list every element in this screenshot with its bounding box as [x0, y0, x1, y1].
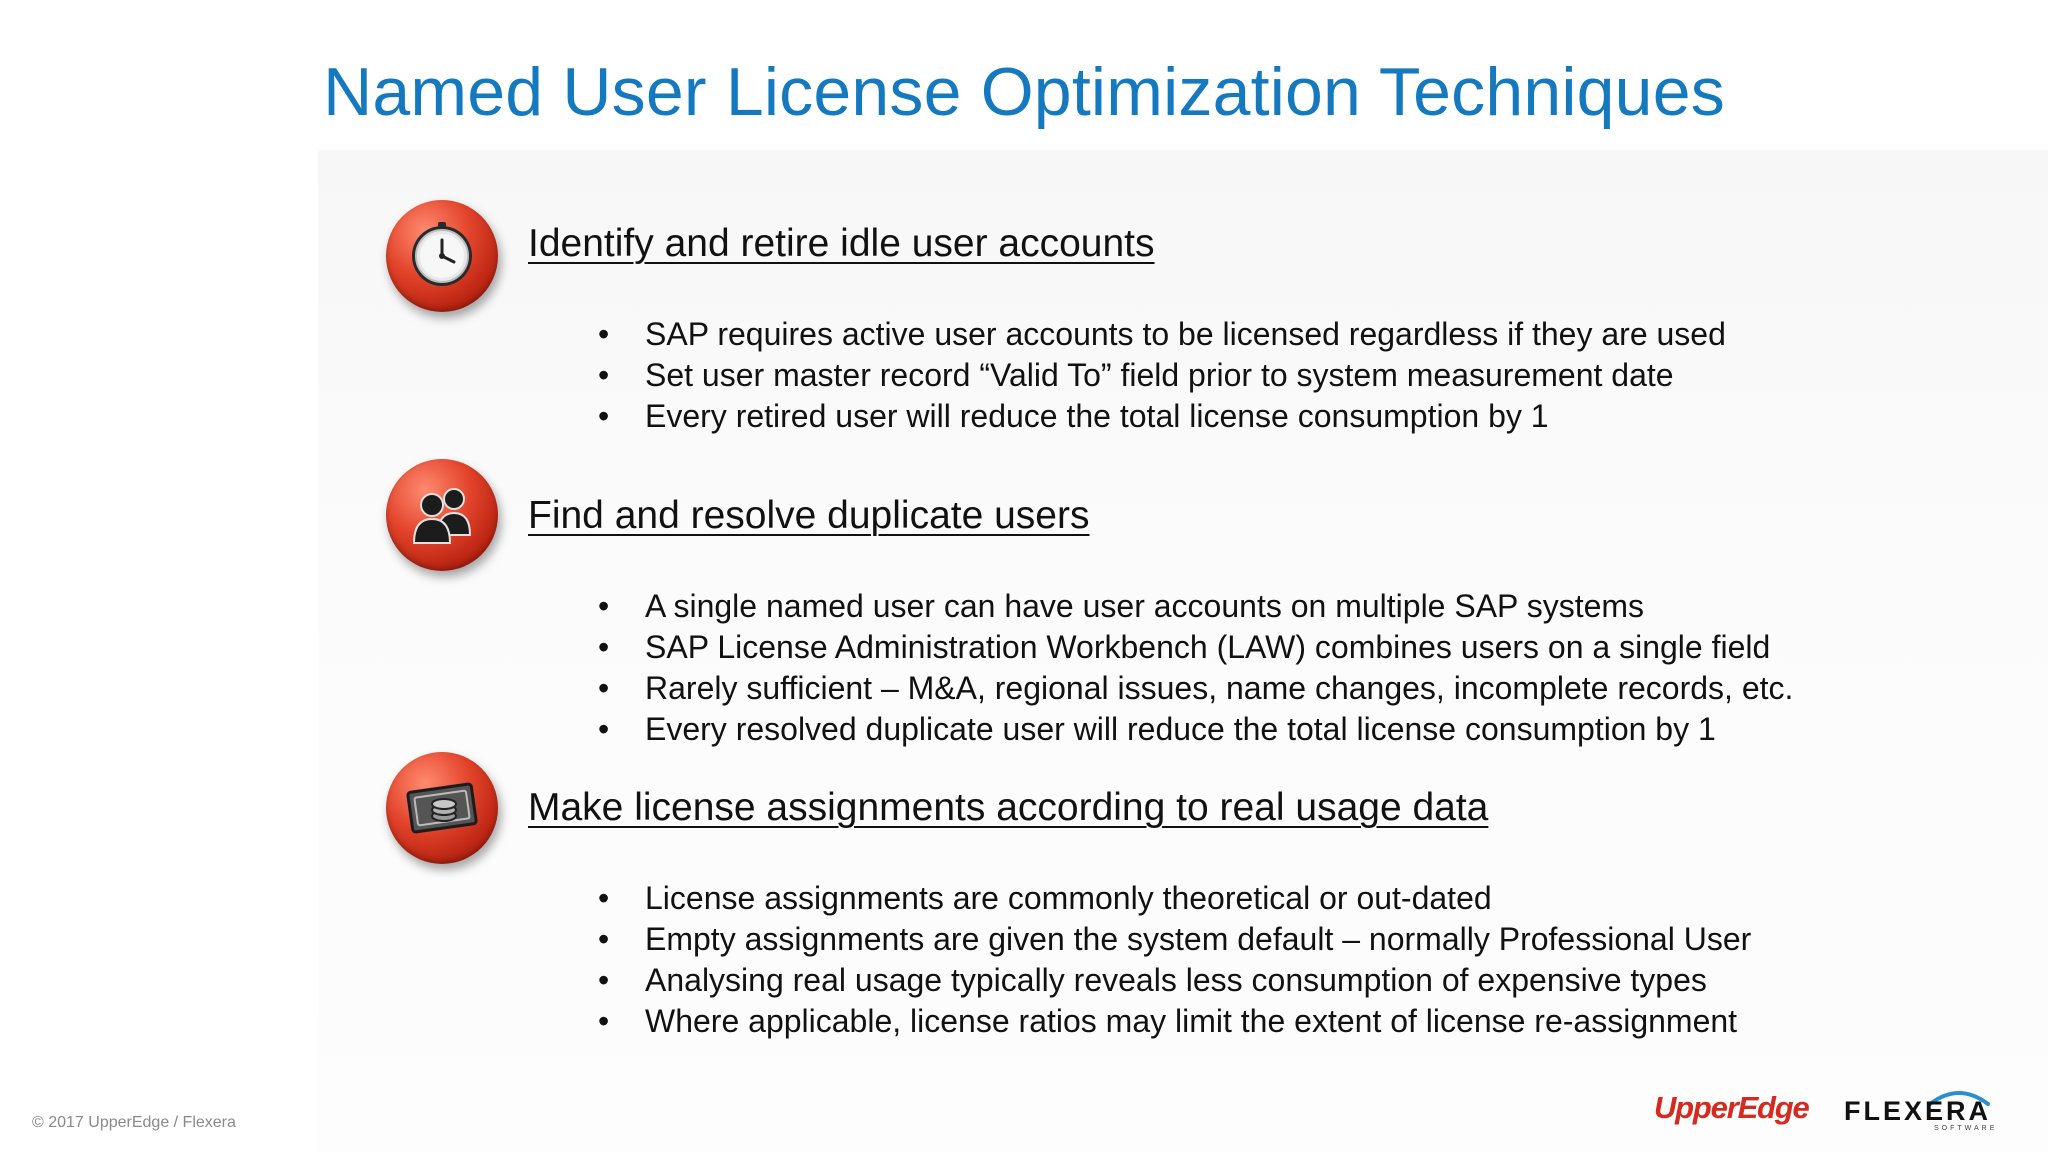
bullet-item: • Where applicable, license ratios may limit the extent of license re-assignment	[596, 1001, 1751, 1042]
flexera-logo	[1844, 1086, 1998, 1132]
section-2-bullets	[596, 586, 1793, 750]
section-1-bullets	[596, 314, 1726, 437]
bullet-item: • SAP License Administration Workbench (LAW) combines users on a single field	[596, 627, 1793, 668]
section-3-bullets	[596, 878, 1751, 1042]
bullet-item: • Every retired user will reduce the total license consumption by 1	[596, 396, 1726, 437]
bullet-item: • License assignments are commonly theoretical or out-dated	[596, 878, 1751, 919]
bullet-item: • Rarely sufficient – M&A, regional issues, name changes, incomplete records, etc.	[596, 668, 1793, 709]
section-1-badge	[386, 200, 498, 312]
bullet-item: • Set user master record “Valid To” field prior to system measurement date	[596, 355, 1726, 396]
bullet-item: • Analysing real usage typically reveals less consumption of expensive types	[596, 960, 1751, 1001]
page-title: Named User License Optimization Techniques	[323, 54, 1725, 130]
bullet-item: • A single named user can have user accounts on multiple SAP systems	[596, 586, 1793, 627]
bullet-item: • Every resolved duplicate user will reduce the total license consumption by 1	[596, 709, 1793, 750]
section-2-badge	[386, 459, 498, 571]
upperedge-logo: UpperEdge	[1654, 1090, 1809, 1125]
bullet-item: • SAP requires active user accounts to be licensed regardless if they are used	[596, 314, 1726, 355]
copyright-text: © 2017 UpperEdge / Flexera	[32, 1114, 236, 1131]
section-3-heading: Make license assignments according to real usage data	[528, 786, 1489, 829]
section-3-badge	[386, 752, 498, 864]
flexera-logo-text: FLEXERA	[1844, 1096, 1992, 1126]
section-2-heading: Find and resolve duplicate users	[528, 494, 1090, 537]
flexera-logo-subtext: SOFTWARE	[1934, 1125, 1998, 1132]
section-1-heading: Identify and retire idle user accounts	[528, 222, 1155, 265]
bullet-item: • Empty assignments are given the system default – normally Professional User	[596, 919, 1751, 960]
users-icon	[404, 477, 480, 553]
money-icon	[404, 770, 480, 846]
clock-icon	[404, 218, 480, 294]
